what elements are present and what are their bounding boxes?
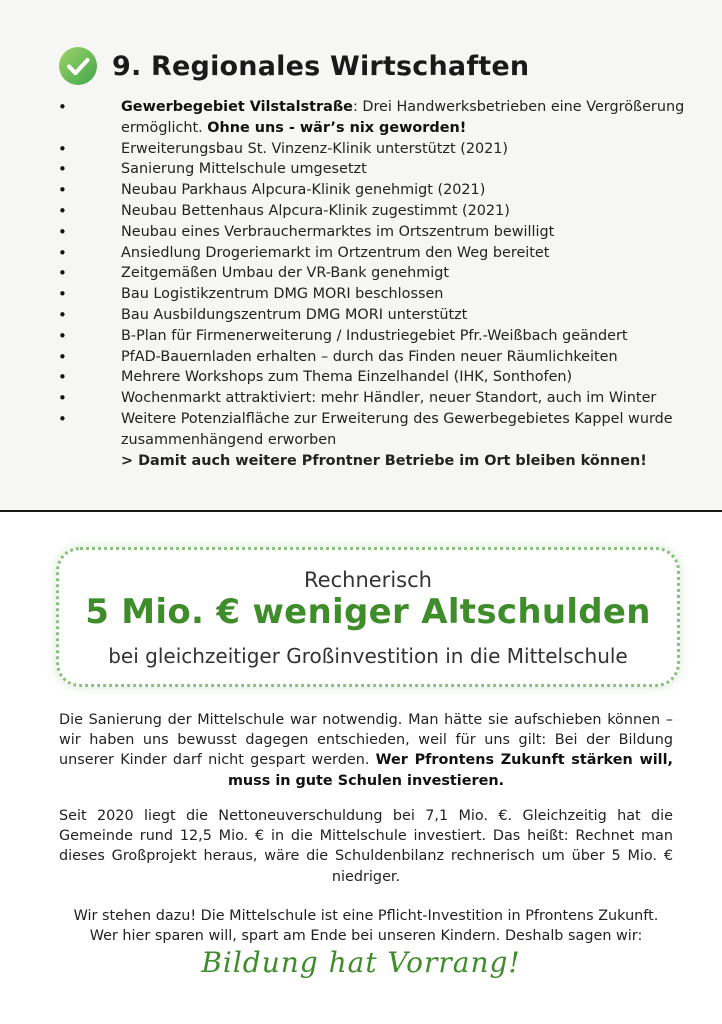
callout-box <box>56 547 680 687</box>
paragraph-emphasis: Wer Pfrontens Zukunft stärken will, muss in gute Schulen investieren. <box>227 752 673 789</box>
list-item: • B-Plan für Firmenerweiterung / Industriegebiet Pfr.-Weißbach geändert <box>58 326 698 347</box>
callout-kicker: Rechnerisch <box>304 568 432 592</box>
list-item: • Mehrere Workshops zum Thema Einzelhandel (IHK, Sonthofen) <box>58 367 698 388</box>
paragraph-school-renovation <box>59 710 673 791</box>
list-item: • Neubau eines Verbrauchermarktes im Ortszentrum bewilligt <box>58 222 698 243</box>
section-heading <box>58 44 529 88</box>
list-item: • PfAD-Bauernladen erhalten – durch das Finden neuer Räumlichkeiten <box>58 347 698 368</box>
list-item <box>58 97 698 139</box>
list-item-lead: Gewerbegebiet Vilstalstraße <box>121 99 353 115</box>
list-item: • Ansiedlung Drogeriemarkt im Ortzentrum den Weg bereitet <box>58 243 698 264</box>
list-item: • Bau Ausbildungszentrum DMG MORI unterstützt <box>58 305 698 326</box>
list-item: • Wochenmarkt attraktiviert: mehr Händler, neuer Standort, auch im Winter <box>58 388 698 409</box>
list-item: • Weitere Potenzialfläche zur Erweiterung des Gewerbegebietes Kappel wurde zusammenhängend erworben <box>58 409 698 451</box>
list-item: • Neubau Parkhaus Alpcura-Klinik genehmigt (2021) <box>58 180 698 201</box>
list-item: • Neubau Bettenhaus Alpcura-Klinik zugestimmt (2021) <box>58 201 698 222</box>
checkmark-icon <box>58 46 98 86</box>
section-divider <box>0 510 722 512</box>
list-item: • Erweiterungsbau St. Vinzenz-Klinik unterstützt (2021) <box>58 139 698 160</box>
slogan: Bildung hat Vorrang! <box>201 946 521 979</box>
achievements-list <box>58 97 698 471</box>
list-item-text: : Drei Handwerksbetrieben eine Vergrößerung ermöglicht. <box>121 99 685 136</box>
paragraph-debt-figures: Seit 2020 liegt die Nettoneuverschuldung bei 7,1 Mio. €. Gleichzeitig hat die Gemeinde rund 12,5 Mio. € in die Mittelschule investiert. Das heißt: Rechnet man dieses Großprojekt heraus, wäre die Schuldenbilanz rechnerisch um über 5 Mio. € niedriger. <box>59 808 673 885</box>
list-item-emphasis: Ohne uns - wär’s nix geworden! <box>207 119 467 136</box>
list-item: • Bau Logistikzentrum DMG MORI beschlossen <box>58 284 698 305</box>
callout-subline: bei gleichzeitiger Großinvestition in die Mittelschule <box>108 644 628 668</box>
section-title: 9. Regionales Wirtschaften <box>112 50 530 82</box>
callout-headline: 5 Mio. € weniger Altschulden <box>85 592 651 632</box>
list-item: • Sanierung Mittelschule umgesetzt <box>58 159 698 180</box>
paragraph-text: Die Sanierung der Mittelschule war notwendig. Man hätte sie aufschieben können – wir haben uns bewusst dagegen entschieden, weil für uns gilt: Bei der Bildung unserer Kinder darf nicht gespart werden. <box>59 712 673 769</box>
list-item: • Zeitgemäßen Umbau der VR-Bank genehmigt <box>58 263 698 284</box>
paragraph-commitment: Wir stehen dazu! Die Mittelschule ist eine Pflicht-Investition in Pfrontens Zukunft. Wer hier sparen will, spart am Ende bei unseren Kindern. Deshalb sagen wir: <box>73 908 659 945</box>
closing-statement: > Damit auch weitere Pfrontner Betriebe im Ort bleiben können! <box>121 452 647 469</box>
